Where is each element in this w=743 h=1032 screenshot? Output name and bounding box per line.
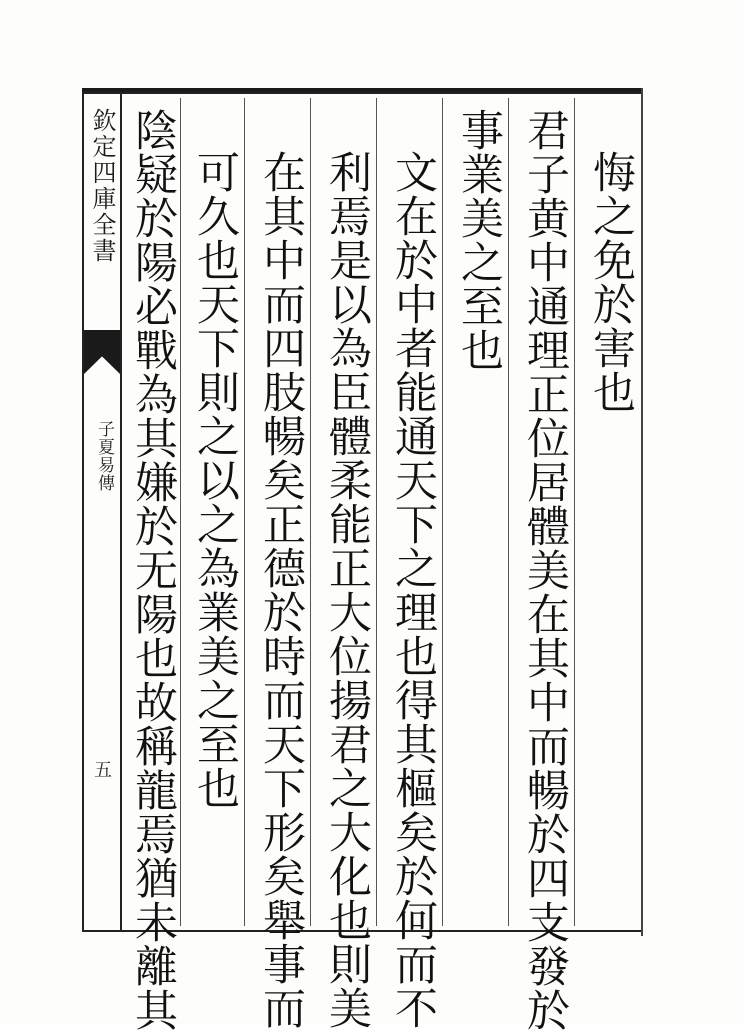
frame-right-border	[641, 88, 643, 936]
column-rule	[574, 98, 575, 926]
text-column-5: 利焉是以為臣體柔能正大位揚君之大化也則美	[322, 150, 372, 1030]
text-column-1: 悔之免於害也	[586, 150, 636, 414]
column-rule	[244, 98, 245, 926]
column-rule	[180, 98, 181, 926]
book-title: 子夏易傳	[94, 420, 114, 492]
text-column-2: 君子黄中通理正位居體美在其中而暢於四支發於	[520, 108, 570, 1032]
collection-title: 欽定四庫全書	[88, 108, 116, 264]
column-rule	[310, 98, 311, 926]
text-column-4: 文在於中者能通天下之理也得其樞矣於何而不	[388, 150, 438, 1030]
text-column-3: 事業美之至也	[454, 108, 504, 372]
text-column-7: 可久也天下則之以之為業美之至也	[190, 150, 240, 810]
page-number: 五	[91, 760, 112, 778]
column-rule	[376, 98, 377, 926]
column-rule	[442, 98, 443, 926]
text-column-8: 陰疑於陽必戰為其嫌於无陽也故稱龍焉猶未離其	[128, 108, 178, 1032]
text-column-6: 在其中而四肢暢矣正德於時而天下形矣舉事而	[256, 150, 306, 1030]
column-rule	[508, 98, 509, 926]
